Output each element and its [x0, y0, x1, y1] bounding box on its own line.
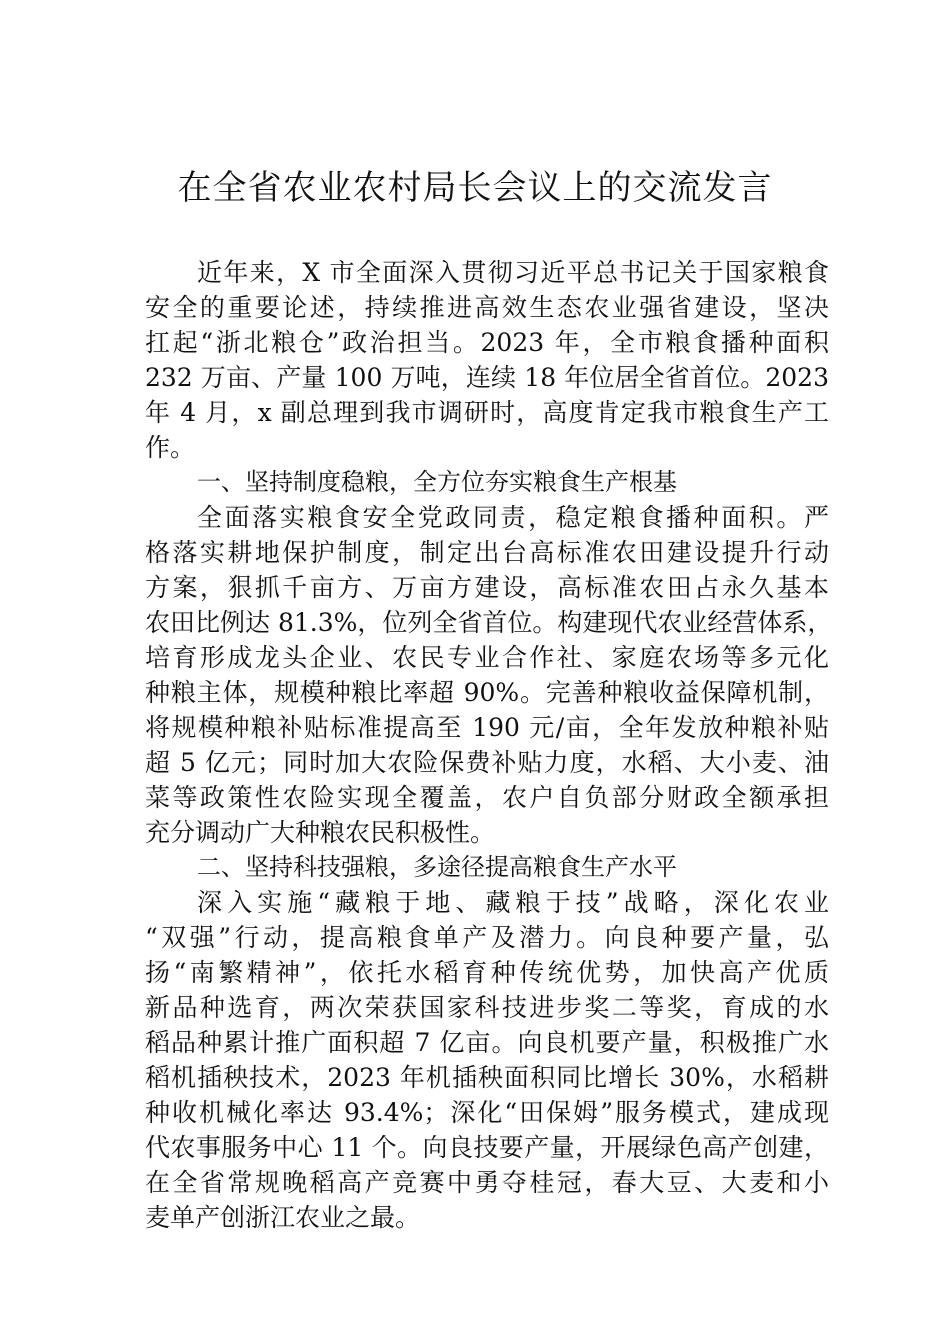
document-body: [145, 255, 833, 1235]
text-line: 深入实施“藏粮于地、藏粮于技”战略，深化农业: [197, 888, 829, 917]
text-line: 稻品种累计推广面积超 7 亿亩。向良机要产量，积极推广水: [145, 1028, 829, 1057]
text-line: 新品种选育，两次荣获国家科技进步奖二等奖，育成的水: [145, 993, 829, 1022]
section-heading: 一、坚持制度稳粮，全方位夯实粮食生产根基: [197, 468, 677, 496]
text-line: 代农事服务中心 11 个。向良技要产量，开展绿色高产创建，: [145, 1133, 829, 1162]
text-line: 农田比例达 81.3%，位列全省首位。构建现代农业经营体系，: [145, 608, 833, 637]
text-line: 作。: [145, 433, 196, 462]
text-line: 在全省常规晚稻高产竞赛中勇夺桂冠，春大豆、大麦和小: [145, 1168, 829, 1197]
document-title: 在全省农业农村局长会议上的交流发言: [177, 168, 773, 208]
text-line: 培育形成龙头企业、农民专业合作社、家庭农场等多元化: [145, 643, 829, 672]
text-line: 扛起“浙北粮仓”政治担当。2023 年，全市粮食播种面积: [145, 328, 829, 357]
section-heading: 二、坚持科技强粮，多途径提高粮食生产水平: [197, 853, 677, 881]
text-line: 安全的重要论述，持续推进高效生态农业强省建设，坚决: [145, 293, 829, 322]
text-line: “双强”行动，提高粮食单产及潜力。向良种要产量，弘: [145, 923, 829, 952]
text-line: 232 万亩、产量 100 万吨，连续 18 年位居全省首位。2023: [145, 363, 829, 392]
text-line: 种粮主体，规模种粮比率超 90%。完善种粮收益保障机制，: [145, 678, 829, 707]
text-line: 稻机插秧技术，2023 年机插秧面积同比增长 30%，水稻耕: [145, 1063, 829, 1092]
text-line: 方案，狠抓千亩方、万亩方建设，高标准农田占永久基本: [145, 573, 829, 602]
text-line: 菜等政策性农险实现全覆盖，农户自负部分财政全额承担: [145, 783, 829, 812]
text-line: 全面落实粮食安全党政同责，稳定粮食播种面积。严: [197, 503, 829, 532]
text-line: 充分调动广大种粮农民积极性。: [145, 818, 496, 847]
text-line: 扬“南繁精神”，依托水稻育种传统优势，加快高产优质: [145, 958, 829, 987]
text-line: 格落实耕地保护制度，制定出台高标准农田建设提升行动: [145, 538, 829, 567]
text-line: 年 4 月，x 副总理到我市调研时，高度肯定我市粮食生产工: [145, 398, 829, 427]
text-line: 近年来，X 市全面深入贯彻习近平总书记关于国家粮食: [197, 258, 829, 287]
text-line: 种收机械化率达 93.4%；深化“田保姆”服务模式，建成现: [145, 1098, 829, 1127]
text-line: 将规模种粮补贴标准提高至 190 元/亩，全年发放种粮补贴: [145, 713, 829, 742]
text-line: 超 5 亿元；同时加大农险保费补贴力度，水稻、大小麦、油: [145, 748, 829, 777]
text-line: 麦单产创浙江农业之最。: [145, 1203, 421, 1232]
